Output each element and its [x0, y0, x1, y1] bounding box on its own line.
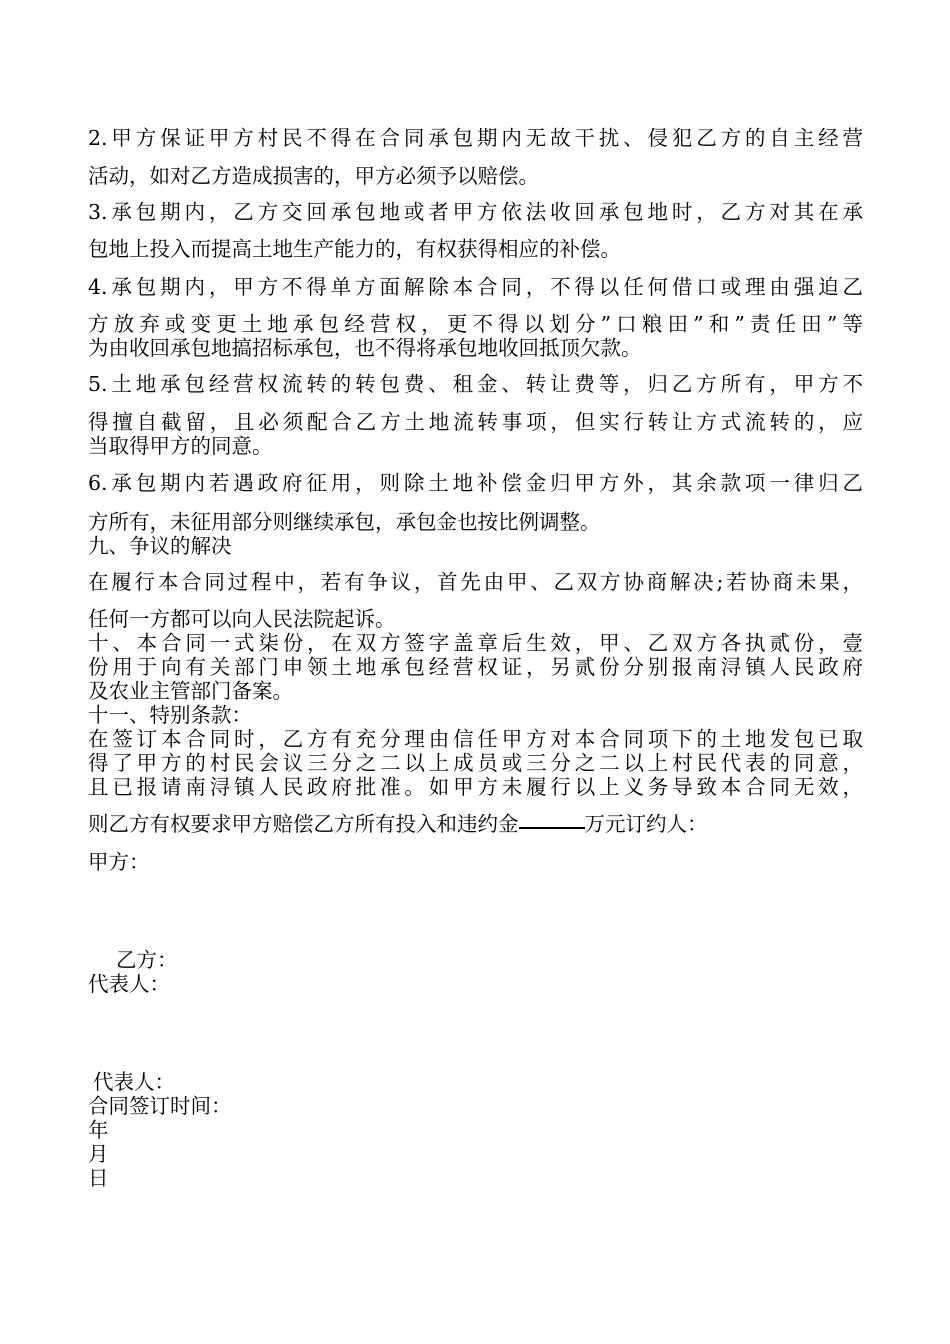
clause-5-line-3: 当取得甲方的同意。 [88, 434, 273, 458]
clause-4-line-2: 方放弃或变更土地承包经营权，更不得以划分”口粮田”和”责任田”等 [88, 312, 863, 336]
representative-label-2: 代表人： [93, 1070, 175, 1094]
clause-4-line-3: 为由收回承包地搞招标承包，也不得将承包地收回抵顶欠款。 [88, 336, 642, 360]
clause-4-line-1: 4.承包期内，甲方不得单方面解除本合同，不得以任何借口或理由强迫乙 [88, 275, 863, 299]
penalty-amount-blank [519, 827, 585, 829]
section-11-line-1: 在签订本合同时，乙方有充分理由信任甲方对本合同项下的土地发包已取 [88, 727, 863, 751]
clause-6-line-1: 6.承包期内若遇政府征用，则除土地补偿金归甲方外，其余款项一律归乙 [88, 471, 863, 495]
representative-label-1: 代表人： [88, 972, 170, 996]
party-a-label: 甲方： [88, 850, 150, 874]
clause-2-line-2: 活动，如对乙方造成损害的，甲方必须予以赔偿。 [88, 164, 539, 188]
section-9-heading: 九、争议的解决 [88, 534, 232, 558]
section-10-line-1: 十、本合同一式柒份，在双方签字盖章后生效，甲、乙双方各执贰份，壹 [88, 631, 863, 655]
sign-year-label: 年 [88, 1118, 109, 1142]
sign-month-label: 月 [88, 1142, 109, 1166]
section-11-line-4-text: 则乙方有权要求甲方赔偿乙方所有投入和违约金 [88, 812, 519, 836]
sign-day-label: 日 [88, 1166, 109, 1190]
clause-2-line-1: 2.甲方保证甲方村民不得在合同承包期内无故干扰、侵犯乙方的自主经营 [88, 126, 863, 150]
clause-5-line-1: 5.土地承包经营权流转的转包费、租金、转让费等，归乙方所有，甲方不 [88, 372, 863, 396]
party-b-label: 乙方： [116, 948, 178, 972]
section-11-heading: 十一、特别条款： [88, 703, 252, 727]
section-11-line-4-tail: 万元订约人： [584, 812, 708, 836]
clause-3-line-1: 3.承包期内，乙方交回承包地或者甲方依法收回承包地时，乙方对其在承 [88, 200, 863, 224]
section-9-line-1: 在履行本合同过程中，若有争议，首先由甲、乙双方协商解决;若协商未果， [88, 570, 863, 594]
section-10-line-3: 及农业主管部门备案。 [88, 679, 293, 703]
clause-3-line-2: 包地上投入而提高土地生产能力的，有权获得相应的补偿。 [88, 237, 621, 261]
section-11-line-4 [88, 812, 708, 836]
section-9-line-2: 任何一方都可以向人民法院起诉。 [88, 607, 396, 631]
clause-5-line-2: 得擅自截留，且必须配合乙方土地流转事项，但实行转让方式流转的，应 [88, 410, 863, 434]
clause-6-line-2: 方所有，未征用部分则继续承包，承包金也按比例调整。 [88, 510, 601, 534]
section-11-line-3: 且已报请南浔镇人民政府批准。如甲方未履行以上义务导致本合同无效， [88, 775, 863, 799]
section-11-line-2: 得了甲方的村民会议三分之二以上成员或三分之二以上村民代表的同意， [88, 751, 863, 775]
section-10-line-2: 份用于向有关部门申领土地承包经营权证，另贰份分别报南浔镇人民政府 [88, 655, 863, 679]
sign-time-label: 合同签订时间： [88, 1094, 232, 1118]
